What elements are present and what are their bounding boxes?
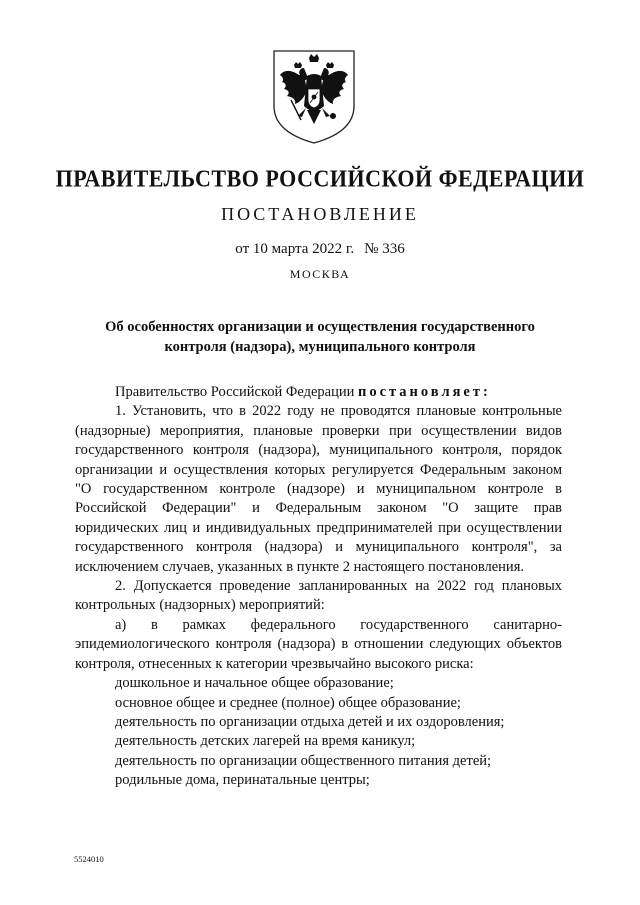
document-code: 5524010 bbox=[74, 854, 104, 864]
heading-line-1: Об особенностях организации и осуществления государственного bbox=[105, 319, 535, 335]
document-city: МОСКВА bbox=[289, 267, 351, 281]
paragraph-2: 2. Допускается проведение запланированных на 2022 год плановых контрольных (надзорных) мероприятий: bbox=[75, 578, 562, 614]
list-item: деятельность по организации отдыха детей и их оздоровления; bbox=[115, 713, 505, 730]
list-item: деятельность по организации общественного питания детей; bbox=[115, 752, 492, 769]
document-body bbox=[75, 383, 562, 791]
heading-line-2: контроля (надзора), муниципального контроля bbox=[164, 339, 476, 355]
government-name: ПРАВИТЕЛЬСТВО РОССИЙСКОЙ ФЕДЕРАЦИИ bbox=[55, 164, 585, 193]
intro-paragraph bbox=[75, 383, 562, 402]
document-number: 336 bbox=[382, 241, 405, 257]
paragraph-2a: а) в рамках федерального государственного санитарно-эпидемиологического контроля (надзора) в отношении следующих объектов контроля, отнесенных к категории чрезвычайно высокого риска: bbox=[75, 616, 562, 672]
list-item: родильные дома, перинатальные центры; bbox=[115, 772, 370, 789]
list-item: основное общее и среднее (полное) общее образование; bbox=[115, 694, 461, 711]
list-item: деятельность детских лагерей на время каникул; bbox=[115, 733, 416, 750]
intro-text: Правительство Российской Федерации bbox=[115, 384, 358, 400]
document-type: ПОСТАНОВЛЕНИЕ bbox=[221, 204, 419, 224]
document-heading bbox=[72, 317, 568, 357]
list-item: дошкольное и начальное общее образование; bbox=[115, 675, 394, 692]
number-sign: № bbox=[364, 241, 379, 257]
russian-coat-of-arms-icon bbox=[271, 48, 357, 146]
paragraph-1: 1. Установить, что в 2022 году не проводятся плановые контрольные (надзорные) мероприятия, плановые проверки при осуществлении видов государственного контроля (надзора), муниципального контроля, порядок организации и осуществления которых регулируется Федеральным законом "О государственном контроле (надзоре) и муниципальном контроле в Российской Федерации" и Федеральным законом "О защите прав юридических лиц и индивидуальных предпринимателей при осуществлении государственного контроля (надзора) и муниципального контроля", за исключением случаев, указанных в пункте 2 настоящего постановления. bbox=[75, 403, 562, 575]
document-date-line bbox=[0, 241, 640, 258]
resolves-word: постановляет: bbox=[357, 384, 491, 400]
document-date: от 10 марта 2022 г. bbox=[235, 241, 355, 257]
